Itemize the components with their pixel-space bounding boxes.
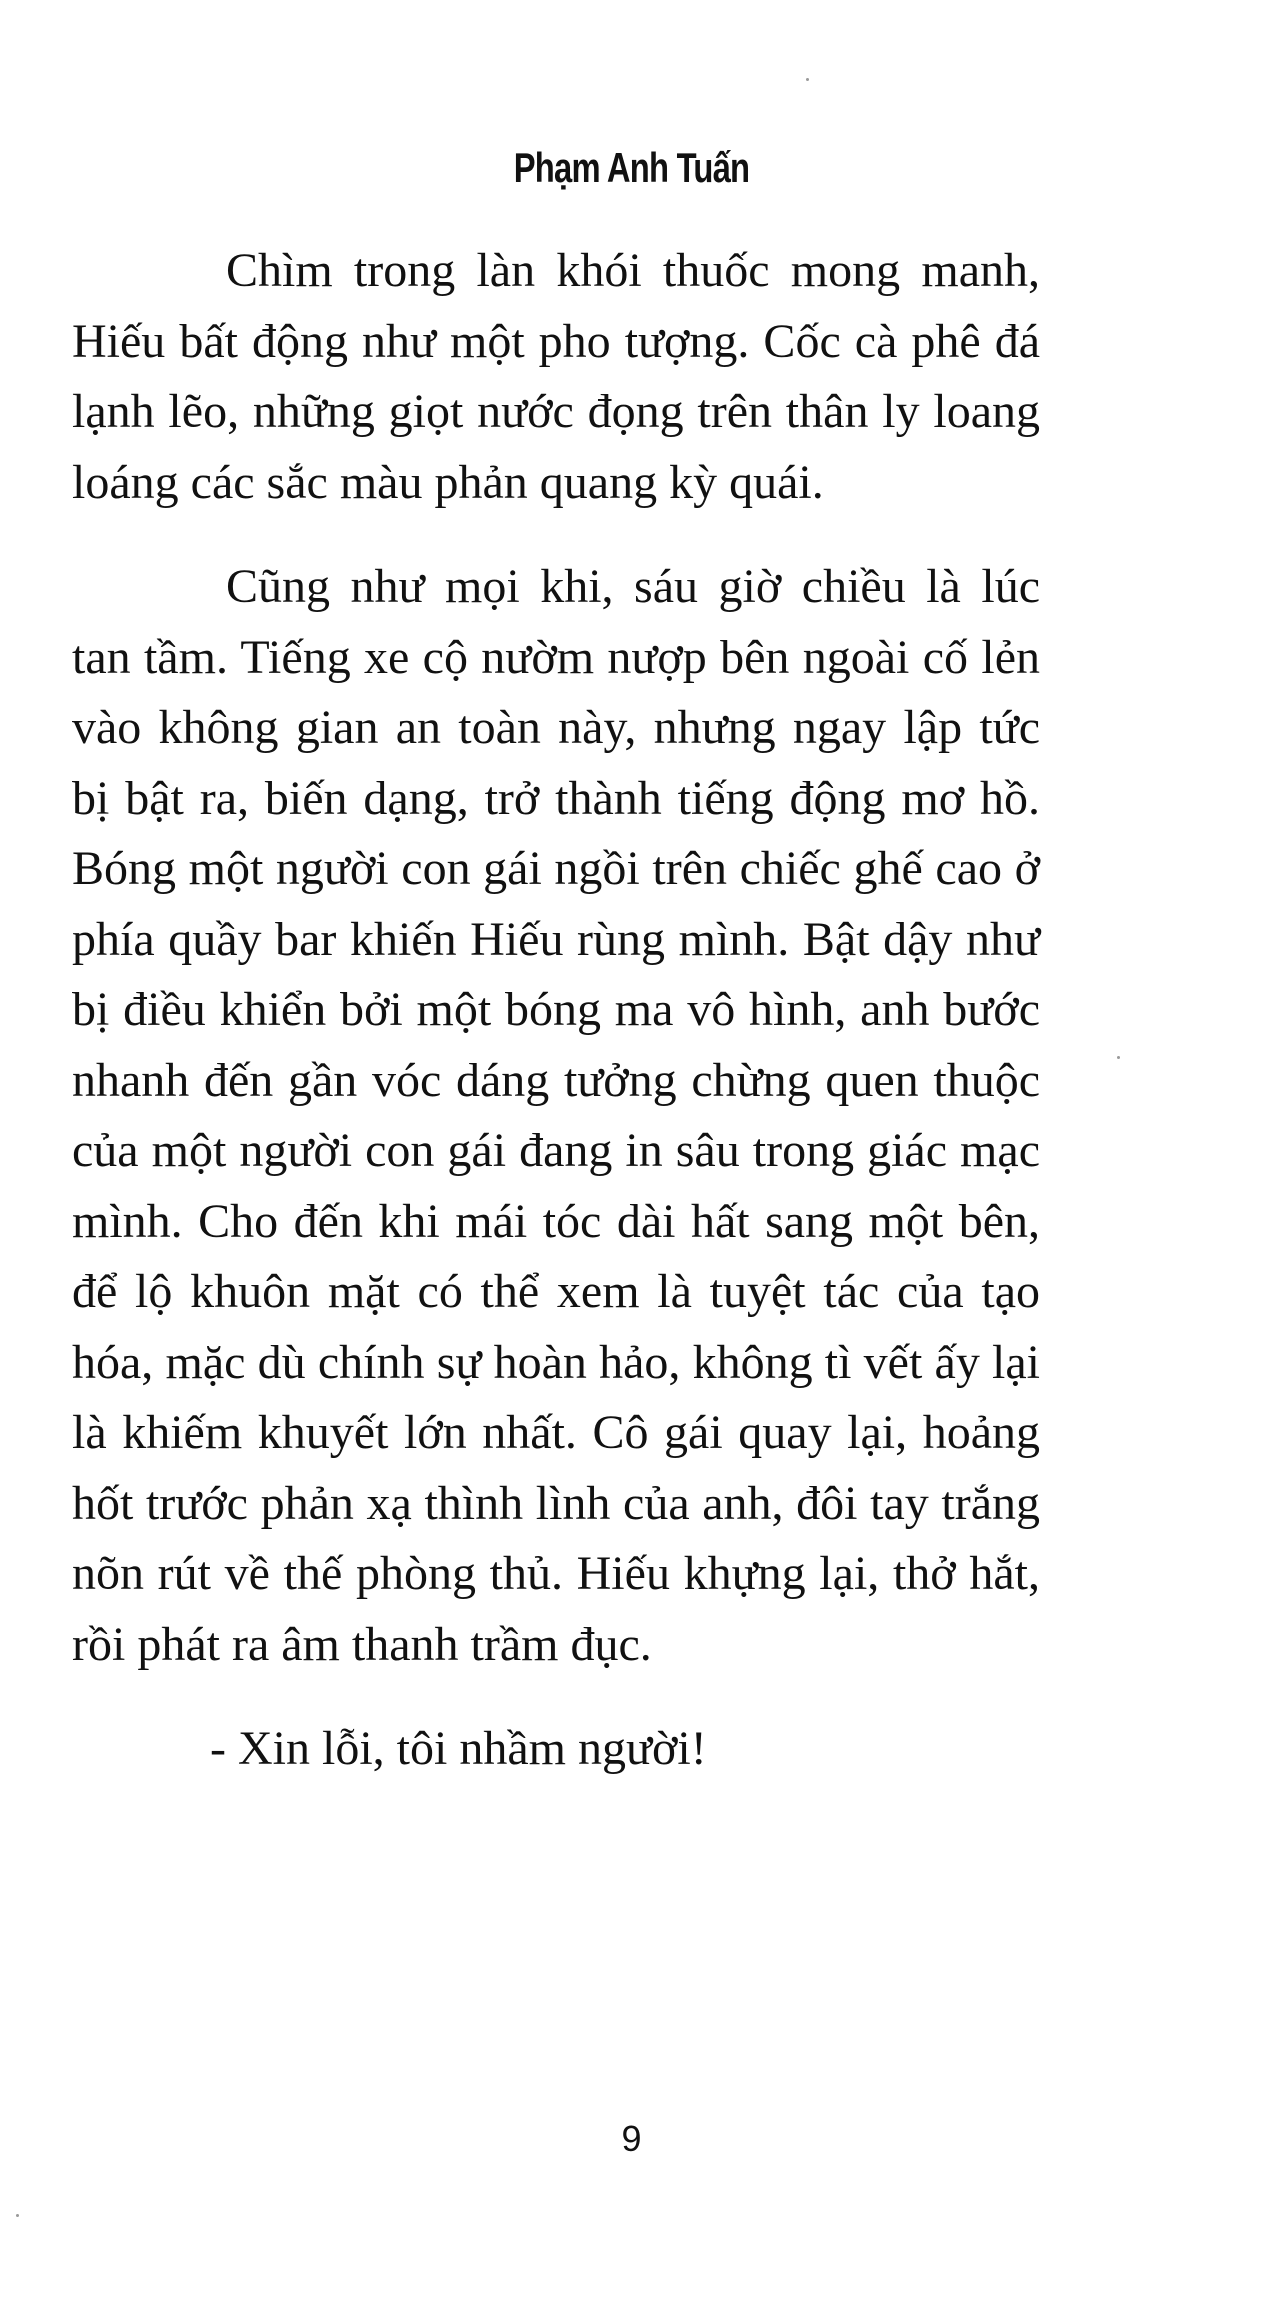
scan-speck — [16, 2214, 19, 2217]
paragraph-1: Chìm trong làn khói thuốc mong manh, Hiếu bất động như một pho tượng. Cốc cà phê đá lạnh lẽo, những giọt nước đọng trên thân ly loang loáng các sắc màu phản quang kỳ quái. — [72, 244, 1040, 509]
paragraph-dialogue: - Xin lỗi, tôi nhầm người! — [210, 1722, 707, 1775]
paragraph-2: Cũng như mọi khi, sáu giờ chiều là lúc tan tầm. Tiếng xe cộ nườm nượp bên ngoài cố lẻn vào không gian an toàn này, nhưng ngay lập tức bị bật ra, biến dạng, trở thành tiếng động mơ hồ. Bóng một người con gái ngồi trên chiếc ghế cao ở phía quầy bar khiến Hiếu rùng mình. Bật dậy như bị điều khiển bởi một bóng ma vô hình, anh bước nhanh đến gần vóc dáng tưởng chừng quen thuộc của một người con gái đang in sâu trong giác mạc mình. Cho đến khi mái tóc dài hất sang một bên, để lộ khuôn mặt có thể xem là tuyệt tác của tạo hóa, mặc dù chính sự hoàn hảo, không tì vết ấy lại là khiếm khuyết lớn nhất. Cô gái quay lại, hoảng hốt trước phản xạ thình lình của anh, đôi tay trắng nõn rút về thế phòng thủ. Hiếu khựng lại, thở hắt, rồi phát ra âm thanh trầm đục. — [72, 560, 1040, 1671]
running-header-author: Phạm Anh Tuấn — [513, 144, 750, 191]
scan-speck — [806, 78, 809, 81]
page-number: 9 — [621, 2118, 642, 2159]
scan-speck — [1117, 1056, 1120, 1059]
body-text — [72, 236, 1040, 1819]
